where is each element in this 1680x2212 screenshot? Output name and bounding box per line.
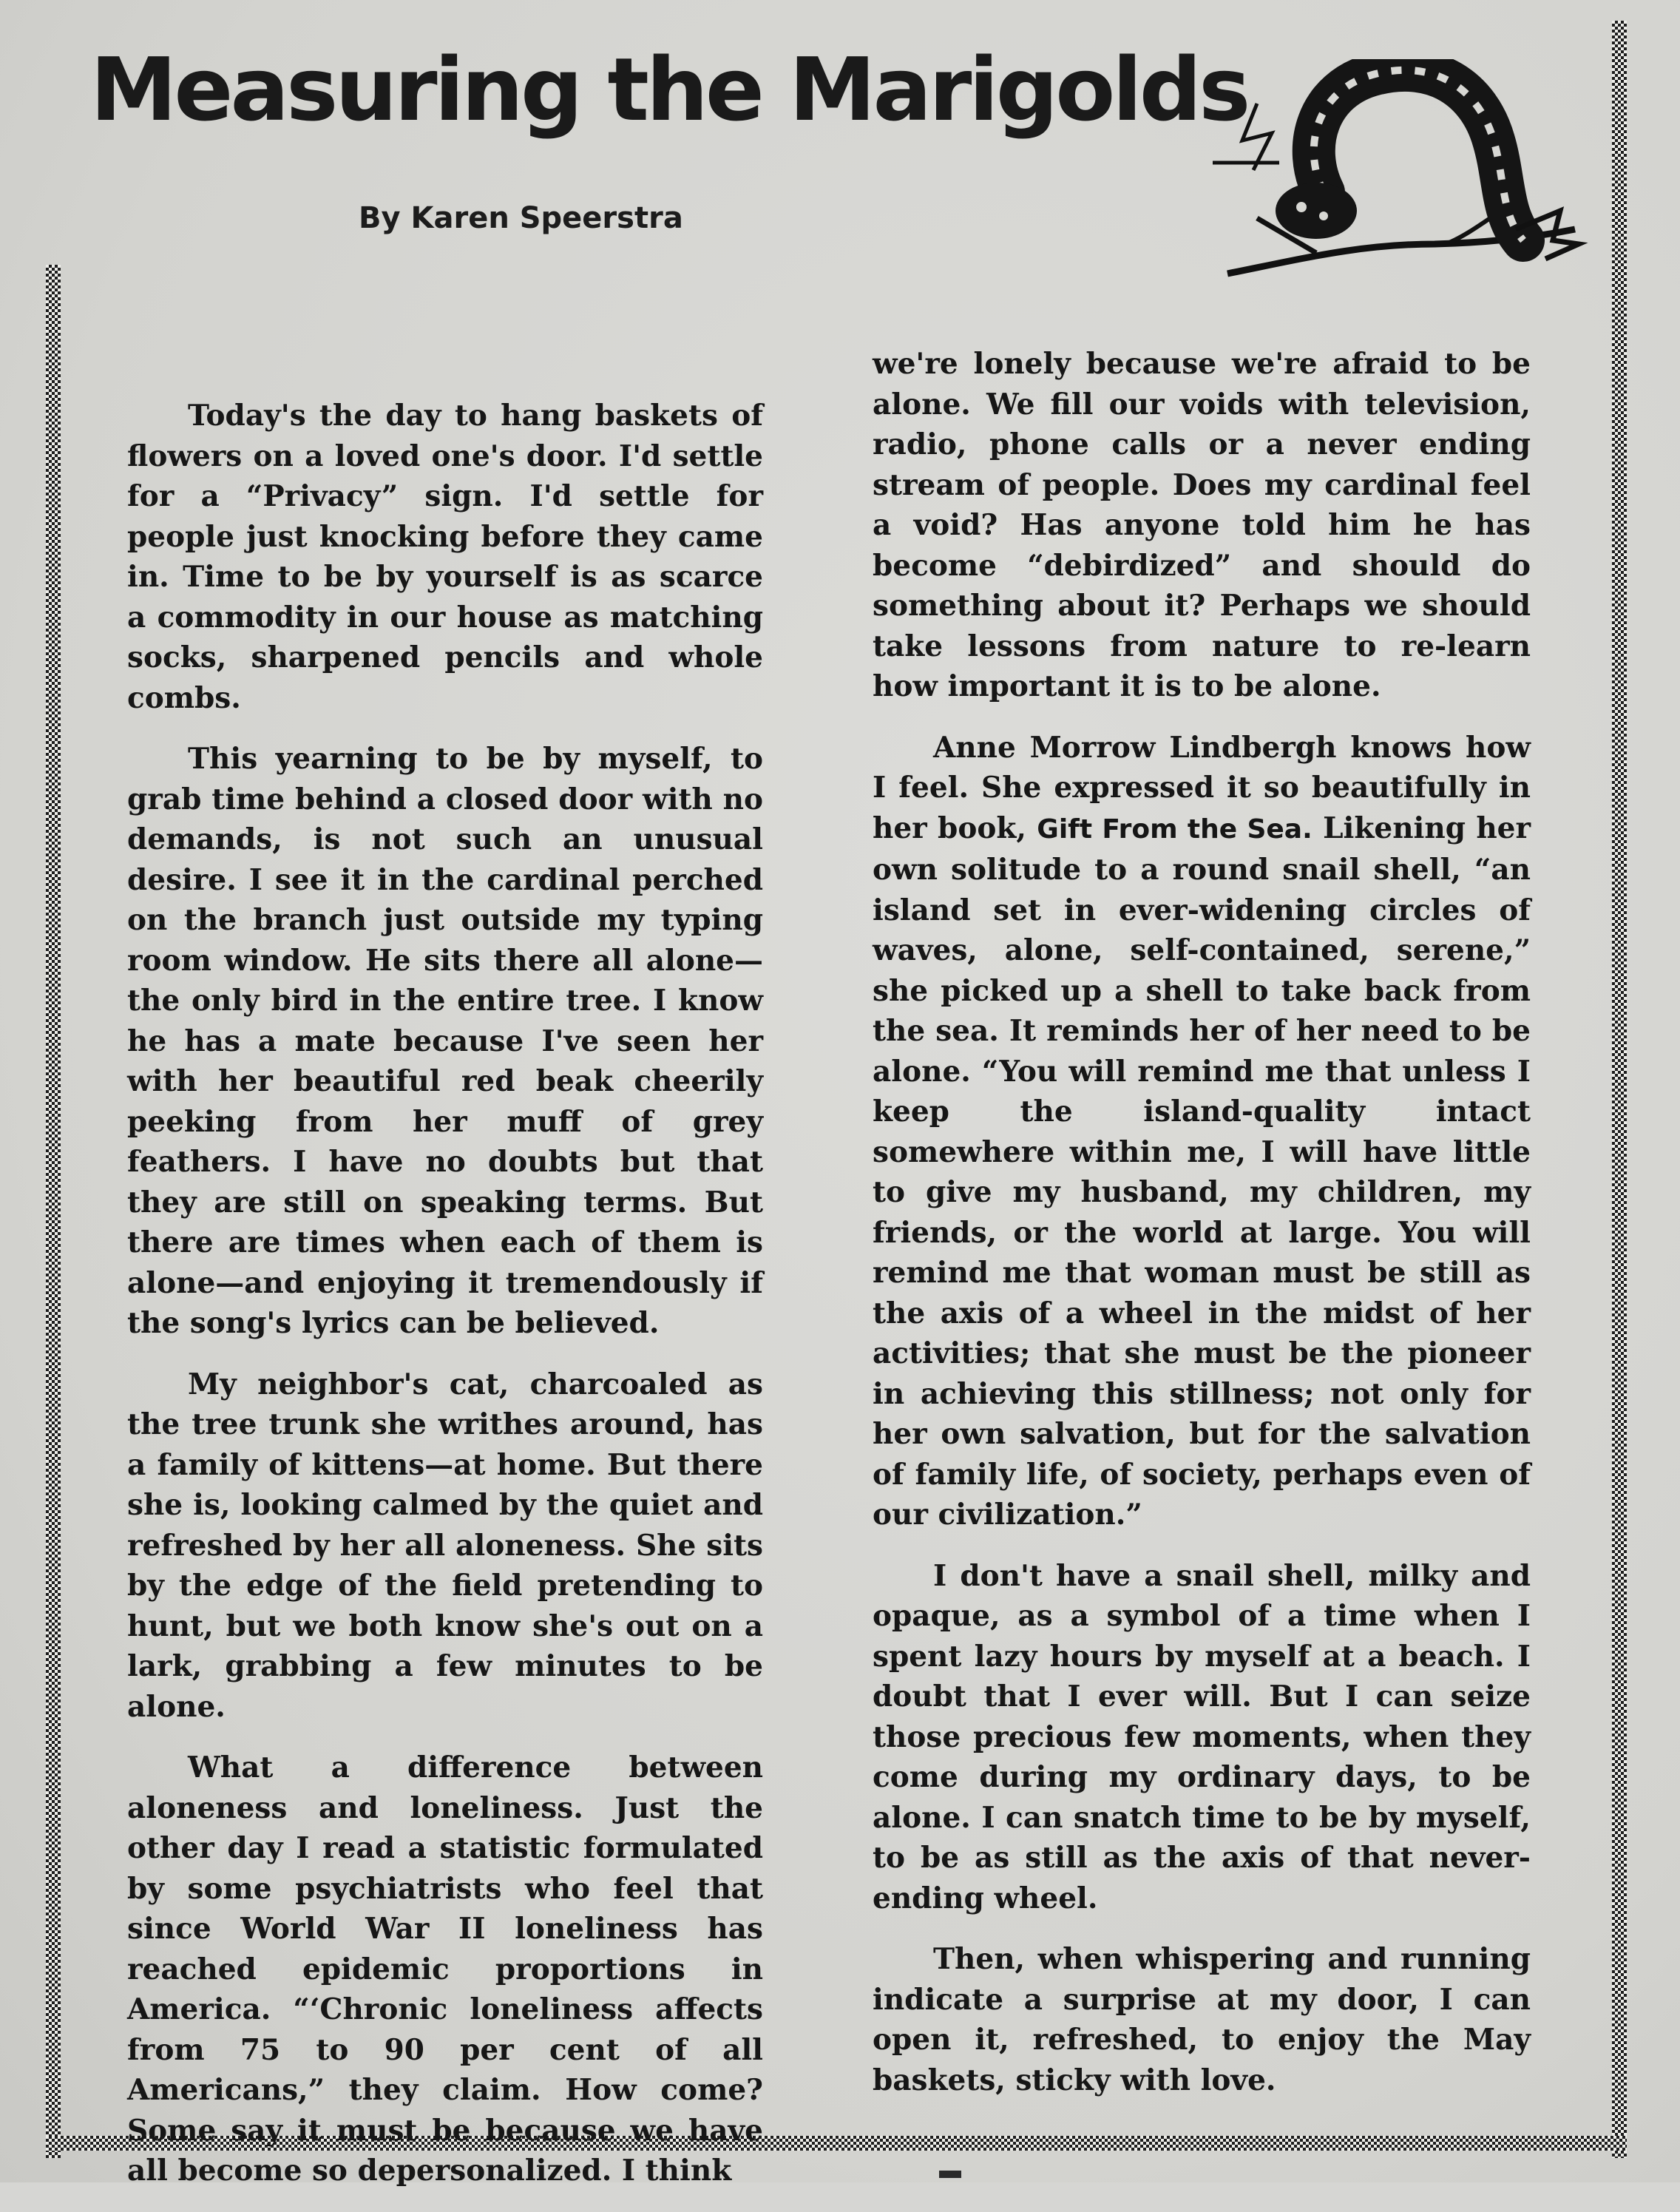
paragraph: Then, when whispering and running indicate a surprise at my door, I can open it, refreshed, to enjoy the May baskets, sticky with love.: [873, 1942, 1531, 2097]
paragraph-continued: we're lonely because we're afraid to be alone. We fill our voids with television, radio, phone calls or a never ending stream of people. Does my cardinal feel a void? Has anyone told him he has become “debirdized” and should do something about it? Perhaps we should take lessons from nature to re-learn how important it is to be alone.: [873, 347, 1531, 703]
paragraph-text: Anne Morrow Lindbergh knows how I feel. She expressed it so beautifully in her book,: [873, 730, 1531, 845]
book-title: Gift From the Sea.: [1037, 814, 1312, 845]
paragraph: My neighbor's cat, charcoaled as the tree trunk she writhes around, has a family of kittens—at home. But there she is, looking calmed by the quiet and refreshed by her all aloneness. She sits by the edge of the field pretending to hunt, but we both know she's out on a lark, grabbing a few minutes to be alone.: [127, 1367, 763, 1724]
paragraph: What a difference between aloneness and loneliness. Just the other day I read a statistic formulated by some psychiatrists who feel that since World War II loneliness has reached epidemic proportions in America. “‘Chronic loneliness affects from 75 to 90 per cent of all Americans,” they claim. How come? Some say it must be because we have all become so depersonalized. I think: [127, 1751, 763, 2188]
paragraph-text: Likening her own solitude to a round snail shell, “an island set in ever-widening circles of waves, alone, self-contained, serene,” she picked up a shell to take back from the sea. It reminds her of her need to be alone. “You will remind me that unless I keep the island-quality intact somewhere within me, I will have little to give my husband, my children, my friends, or the world at large. You will remind me that woman must be still as the axis of a wheel in the midst of her activities; that she must be the pioneer in achieving this stillness; not only for her own salvation, but for the salvation of family life, of society, perhaps even of our civilization.”: [873, 811, 1531, 1532]
page-mark: [939, 2171, 961, 2178]
right-column: [873, 344, 1531, 2121]
paragraph: Today's the day to hang baskets of flowers on a loved one's door. I'd settle for a “Privacy” sign. I'd settle for people just knocking before they came in. Time to be by yourself is as scarce a commodity in our house as matching socks, sharpened pencils and whole combs.: [127, 399, 763, 715]
frame-border-left: [46, 265, 61, 2158]
left-column: [127, 396, 763, 2212]
article-title: Measuring the Marigolds: [90, 38, 1248, 141]
article-byline: By Karen Speerstra: [359, 201, 683, 235]
paragraph-lindbergh: [873, 728, 1531, 1535]
paragraph: I don't have a snail shell, milky and opaque, as a symbol of a time when I spent lazy hours by myself at a beach. I doubt that I ever will. But I can seize those precious few moments, when they come during my ordinary days, to be alone. I can snatch time to be by myself, to be as still as the axis of that never-ending wheel.: [873, 1558, 1531, 1915]
caterpillar-on-branch-icon: [1213, 59, 1590, 281]
frame-border-right: [1612, 21, 1627, 2158]
paragraph: This yearning to be by myself, to grab time behind a closed door with no demands, is not such an unusual desire. I see it in the cardinal perched on the branch just outside my typing room window. He sits there all alone—the only bird in the entire tree. I know he has a mate because I've seen her with her beautiful red beak cheerily peeking from her muff of grey feathers. I have no doubts but that they are still on speaking terms. But there are times when each of them is alone—and enjoying it tremendously if the song's lyrics can be believed.: [127, 742, 763, 1340]
